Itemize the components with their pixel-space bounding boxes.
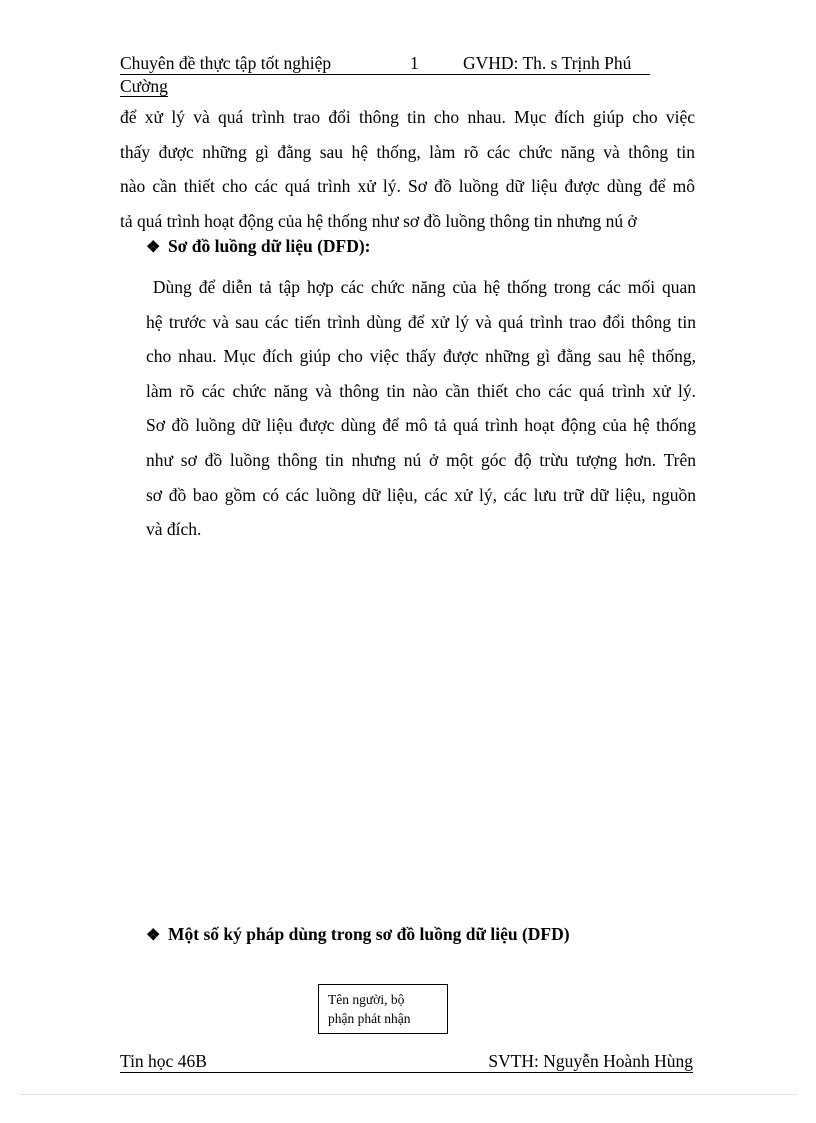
page-edge-divider	[20, 1094, 796, 1095]
dfd-paragraph	[146, 270, 696, 547]
header-supervisor: GVHD: Th. s Trịnh Phú	[463, 53, 632, 73]
diamond-bullet-icon: ❖	[146, 927, 161, 944]
paragraph-line: cho nhau. Mục đích giúp cho việc thấy được những gì đằng sau hệ thống,	[146, 346, 696, 367]
intro-line: nào cần thiết cho các quá trình xử lý. Sơ đồ luồng dữ liệu được dùng để mô	[120, 176, 695, 196]
entity-label-line: phận phát nhận	[328, 1011, 411, 1026]
header-document-title: Chuyên đề thực tập tốt nghiệp	[120, 53, 332, 73]
paragraph-line: làm rõ các chức năng và thông tin nào cần thiết cho các quá trình xử lý.	[146, 380, 696, 401]
header-page-number: 1	[410, 53, 419, 73]
entity-label-line: Tên người, bộ	[328, 992, 405, 1007]
intro-line: để xử lý và quá trình trao đổi thông tin cho nhau. Mục đích giúp cho việc	[120, 107, 695, 127]
paragraph-line: Sơ đồ luồng dữ liệu được dùng để mô tả quá trình hoạt động của hệ thống	[146, 415, 696, 436]
footer-class: Tin học 46B	[120, 1051, 207, 1071]
paragraph-line: hệ trước và sau các tiến trình dùng để xử lý và quá trình trao đổi thông tin	[146, 311, 696, 332]
intro-line: tả quá trình hoạt động của hệ thống như sơ đồ luồng thông tin nhưng nú ở	[120, 210, 637, 231]
section-heading-notation	[146, 924, 570, 945]
paragraph-line: như sơ đồ luồng thông tin nhưng nú ở một góc độ trừu tượng hơn. Trên	[146, 449, 696, 470]
header-row	[120, 52, 650, 75]
page-footer	[120, 1050, 693, 1073]
section-heading-text: Một số ký pháp dùng trong sơ đồ luồng dữ liệu (DFD)	[168, 924, 570, 944]
section-heading-text: Sơ đồ luồng dữ liệu (DFD):	[168, 236, 371, 256]
page-header	[120, 52, 650, 97]
dfd-entity-symbol	[318, 984, 448, 1034]
paragraph-line: Dùng để diễn tả tập hợp các chức năng của hệ thống trong các mối quan	[146, 277, 696, 297]
paragraph-line: sơ đồ bao gồm có các luồng dữ liệu, các xử lý, các lưu trữ dữ liệu, nguồn	[146, 484, 696, 505]
paragraph-line: và đích.	[146, 519, 202, 540]
section-heading-dfd	[146, 236, 371, 257]
footer-student: SVTH: Nguyễn Hoành Hùng	[488, 1051, 693, 1071]
intro-line: thấy được những gì đằng sau hệ thống, làm rõ các chức năng và thông tin	[120, 141, 695, 162]
header-supervisor-wrap: Cường	[120, 76, 168, 96]
diamond-bullet-icon: ❖	[146, 239, 161, 256]
intro-paragraph	[120, 100, 695, 238]
